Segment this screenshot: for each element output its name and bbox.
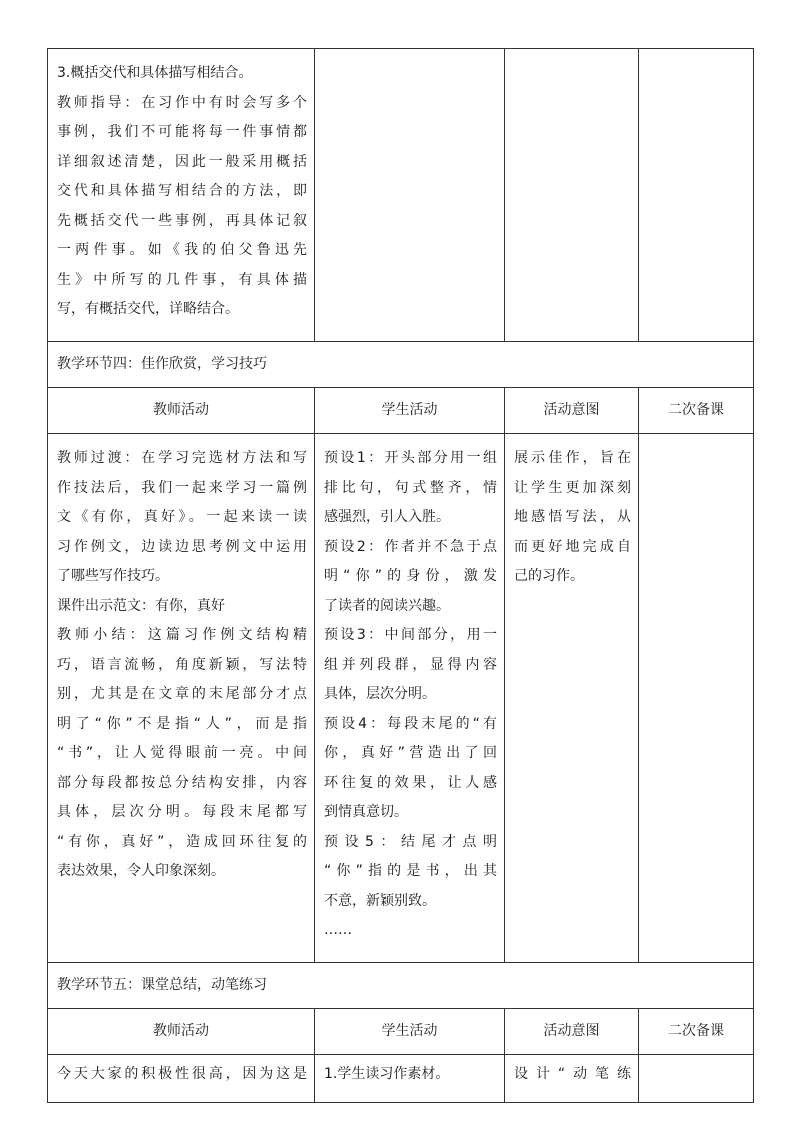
text-line: 事例，我们不可能将每一件事情都 — [57, 124, 307, 140]
text-line: 习作例文，边读边思考例文中运用 — [57, 538, 307, 555]
text-line: 设计“动笔练 — [514, 1066, 631, 1082]
student-activity-header: 学生活动 — [315, 388, 505, 434]
text-line: 别，尤其是在文章的末尾部分才点 — [57, 686, 307, 702]
text-line: 教师过渡：在学习完选材方法和写 — [57, 450, 307, 466]
text-line: 己的习作。 — [514, 568, 584, 584]
activity-intent-header: 活动意图 — [505, 388, 639, 434]
text-line: 生》中所写的几件事，有具体描 — [57, 271, 307, 288]
teacher-activity-cell — [48, 49, 315, 342]
text-line: …… — [324, 922, 352, 938]
second-prep-cell — [639, 434, 754, 963]
content-row-2 — [48, 434, 754, 963]
text-line: 组并列段群，显得内容 — [324, 656, 497, 673]
text-line: 预设3：中间部分，用一 — [324, 627, 497, 643]
text-line: 教师指导：在习作中有时会写多个 — [57, 94, 307, 111]
section-row — [48, 963, 754, 1009]
text-line: 了读者的阅读兴趣。 — [324, 597, 450, 614]
teacher-activity-cell — [48, 1055, 315, 1103]
text-line: 先概括交代一些事例，再具体记叙 — [57, 212, 307, 229]
teacher-activity-header: 教师活动 — [48, 388, 315, 434]
text-line: 巧，语言流畅，角度新颖，写法特 — [57, 656, 307, 673]
text-line: 交代和具体描写相结合的方法，即 — [57, 183, 307, 199]
section-row — [48, 342, 754, 388]
text-line: 3.概括交代和具体描写相结合。 — [57, 65, 253, 81]
text-line: 明了“你”不是指“人”，而是指 — [57, 715, 307, 732]
second-prep-cell — [639, 49, 754, 342]
activity-intent-cell — [505, 49, 639, 342]
text-line: 展示佳作，旨在 — [514, 450, 631, 466]
header-row — [48, 388, 754, 434]
text-line: 预设5：结尾才点明 — [324, 833, 497, 850]
activity-intent-header: 活动意图 — [505, 1009, 639, 1055]
text-line: 预设1：开头部分用一组 — [324, 450, 497, 466]
teacher-activity-cell — [48, 434, 315, 963]
text-line: 预设4：每段末尾的“有 — [324, 715, 497, 732]
text-line: 排比句，句式整齐，情 — [324, 479, 497, 496]
text-line: 详细叙述清楚，因此一般采用概括 — [57, 153, 307, 170]
content-row-3 — [48, 1055, 754, 1103]
text-line: 具体，层次分明。 — [324, 686, 436, 702]
text-line: 具体，层次分明。每段末尾都写 — [57, 804, 307, 820]
second-prep-cell — [639, 1055, 754, 1103]
text-line: 教师小结：这篇习作例文结构精 — [57, 627, 307, 643]
student-activity-cell — [315, 49, 505, 342]
text-line: 让学生更加深刻 — [514, 479, 631, 496]
text-line: 部分每段都按总分结构安排，内容 — [57, 774, 307, 791]
text-line: 地感悟写法，从 — [514, 509, 631, 525]
text-line: 作技法后，我们一起来学习一篇例 — [57, 479, 307, 496]
text-line: 明“你”的身份，激发 — [324, 568, 497, 584]
activity-intent-cell — [505, 434, 639, 963]
activity-intent-cell — [505, 1055, 639, 1103]
text-line: 课件出示范文：有你，真好 — [57, 597, 225, 614]
second-prep-header: 二次备课 — [639, 388, 754, 434]
section-title: 教学环节五：课堂总结，动笔练习 — [48, 963, 754, 1009]
text-line: 文《有你，真好》。一起来读一读 — [57, 509, 307, 525]
text-line: 写，有概括交代，详略结合。 — [57, 301, 239, 317]
second-prep-header: 二次备课 — [639, 1009, 754, 1055]
text-line: 到情真意切。 — [324, 804, 408, 820]
text-line: 不意，新颖别致。 — [324, 892, 436, 909]
text-line: 1.学生读习作素材。 — [324, 1066, 450, 1082]
section-title: 教学环节四：佳作欣赏，学习技巧 — [48, 342, 754, 388]
student-activity-cell — [315, 434, 505, 963]
text-line: 环往复的效果，让人感 — [324, 774, 497, 791]
student-activity-header: 学生活动 — [315, 1009, 505, 1055]
lesson-plan-table — [47, 48, 754, 1103]
text-line: 而更好地完成自 — [514, 538, 631, 555]
text-line: 今天大家的积极性很高，因为这是 — [57, 1066, 307, 1082]
teacher-activity-header: 教师活动 — [48, 1009, 315, 1055]
student-activity-cell — [315, 1055, 505, 1103]
text-line: 你，真好”营造出了回 — [324, 745, 497, 761]
text-line: 感强烈，引人入胜。 — [324, 509, 450, 525]
text-line: “有你，真好”，造成回环往复的 — [57, 833, 307, 850]
text-line: 预设2：作者并不急于点 — [324, 538, 497, 555]
content-row-1 — [48, 49, 754, 342]
text-line: “你”指的是书，出其 — [324, 863, 497, 879]
header-row — [48, 1009, 754, 1055]
text-line: “书”，让人觉得眼前一亮。中间 — [57, 745, 307, 761]
text-line: 一两件事。如《我的伯父鲁迅先 — [57, 242, 307, 258]
text-line: 了哪些写作技巧。 — [57, 568, 169, 584]
text-line: 表达效果，令人印象深刻。 — [57, 863, 225, 879]
